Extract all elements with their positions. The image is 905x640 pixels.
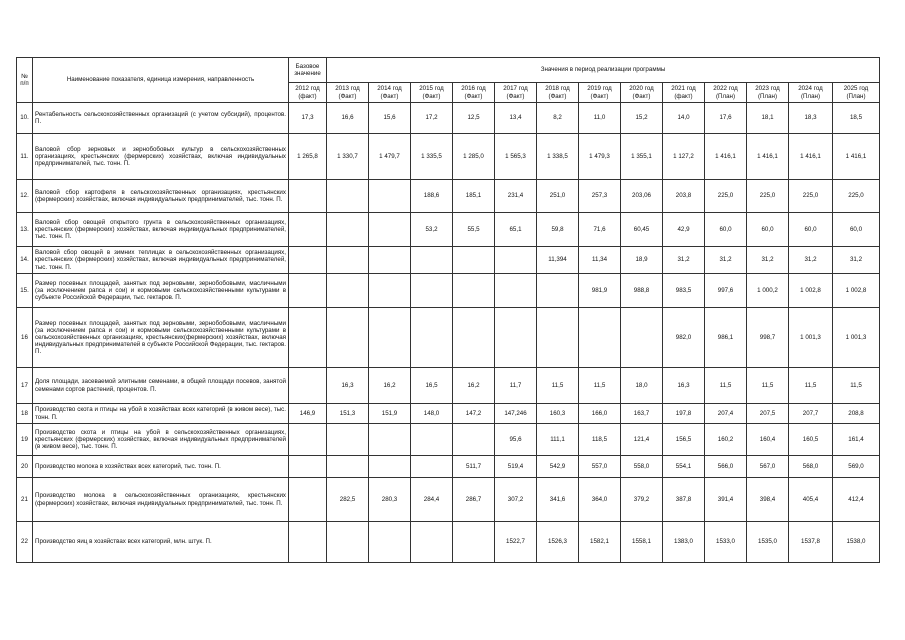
year-type: (Факт)	[590, 92, 609, 100]
value-cell: 95,6	[495, 424, 537, 456]
year-type: (План)	[757, 92, 778, 100]
header-year-1	[327, 83, 369, 103]
year-label: 2025 год	[843, 85, 869, 93]
header-name: Наименование показателя, единица измерения, направленность	[33, 58, 289, 103]
value-cell: 1 001,3	[833, 308, 880, 368]
row-number: 10.	[17, 103, 33, 134]
year-type: (Факт)	[464, 92, 483, 100]
year-label: 2019 год	[587, 85, 612, 93]
value-cell	[289, 213, 327, 247]
value-cell: 18,0	[621, 368, 663, 404]
value-cell	[453, 424, 495, 456]
header-year-13	[833, 83, 880, 103]
value-cell: 1 355,1	[621, 134, 663, 180]
year-type: (Факт)	[632, 92, 651, 100]
value-cell: 161,4	[833, 424, 880, 456]
value-cell	[453, 522, 495, 563]
row-number: 21	[17, 478, 33, 522]
value-cell: 121,4	[621, 424, 663, 456]
value-cell: 1 285,0	[453, 134, 495, 180]
value-cell: 1 002,8	[789, 274, 833, 308]
value-cell: 1 565,3	[495, 134, 537, 180]
value-cell: 391,4	[705, 478, 747, 522]
indicator-name: Размер посевных площадей, занятых под зерновыми, зернобобовыми, масличными (за исключением рапса и сои) и кормовыми сельскохозяйственными культурами в субъекте Российской Федерации, тыс. гектаров. П.	[33, 274, 289, 308]
value-cell: 1526,3	[537, 522, 579, 563]
value-cell: 60,0	[705, 213, 747, 247]
value-cell: 156,5	[663, 424, 705, 456]
year-type: (Факт)	[548, 92, 567, 100]
value-cell: 17,6	[705, 103, 747, 134]
header-year-7	[579, 83, 621, 103]
row-number: 18	[17, 404, 33, 424]
value-cell: 1 416,1	[789, 134, 833, 180]
value-cell: 11,0	[579, 103, 621, 134]
table-row	[17, 103, 880, 134]
value-cell: 160,2	[705, 424, 747, 456]
value-cell	[537, 308, 579, 368]
header-num: № п/п	[17, 58, 33, 103]
row-number: 14.	[17, 247, 33, 274]
value-cell	[327, 308, 369, 368]
value-cell: 231,4	[495, 180, 537, 213]
table-row	[17, 404, 880, 424]
value-cell: 998,7	[747, 308, 789, 368]
year-label: 2015 год	[419, 85, 444, 93]
value-cell: 42,9	[663, 213, 705, 247]
value-cell: 203,06	[621, 180, 663, 213]
value-cell: 225,0	[833, 180, 880, 213]
value-cell: 18,9	[621, 247, 663, 274]
value-cell: 519,4	[495, 456, 537, 478]
value-cell	[453, 274, 495, 308]
year-type: (Факт)	[338, 92, 357, 100]
indicator-name: Производство скота и птицы на убой в хозяйствах всех категорий (в живом весе), тыс. тонн. П.	[33, 404, 289, 424]
value-cell	[289, 456, 327, 478]
value-cell: 566,0	[705, 456, 747, 478]
year-type: (факт)	[298, 92, 317, 100]
value-cell: 185,1	[453, 180, 495, 213]
year-type: (План)	[846, 92, 866, 100]
value-cell	[369, 180, 411, 213]
value-cell: 282,5	[327, 478, 369, 522]
indicator-name: Валовой сбор овощей в зимних теплицах в сельскохозяйственных организациях, крестьянских (фермерских) хозяйствах, включая индивидуальных предпринимателей, тыс. тонн. П.	[33, 247, 289, 274]
header-year-10	[705, 83, 747, 103]
value-cell: 203,8	[663, 180, 705, 213]
value-cell: 1 265,8	[289, 134, 327, 180]
value-cell	[327, 274, 369, 308]
value-cell	[289, 180, 327, 213]
value-cell: 151,3	[327, 404, 369, 424]
header-year-12	[789, 83, 833, 103]
value-cell: 18,3	[789, 103, 833, 134]
year-label: 2012 год	[295, 85, 320, 93]
value-cell: 160,4	[747, 424, 789, 456]
indicator-name: Рентабельность сельскохозяйственных организаций (с учетом субсидий), процентов. П.	[33, 103, 289, 134]
table-row	[17, 522, 880, 563]
value-cell: 166,0	[579, 404, 621, 424]
value-cell	[369, 213, 411, 247]
value-cell: 1 479,7	[369, 134, 411, 180]
header-year-4	[453, 83, 495, 103]
value-cell: 55,5	[453, 213, 495, 247]
value-cell: 31,2	[789, 247, 833, 274]
value-cell: 542,9	[537, 456, 579, 478]
indicator-name: Производство молока в сельскохозяйственных организациях, крестьянских (фермерских) хозяйствах, включая индивидуальных предпринимателей, тыс. тонн. П.	[33, 478, 289, 522]
value-cell	[411, 274, 453, 308]
header-year-11	[747, 83, 789, 103]
indicator-name: Производство скота и птицы на убой в сельскохозяйственных организациях, крестьянских (фермерских) хозяйствах, включая индивидуальных предпринимателей (в живом весе), тыс. тонн. П.	[33, 424, 289, 456]
value-cell	[369, 308, 411, 368]
value-cell: 1 338,5	[537, 134, 579, 180]
year-label: 2024 год	[798, 85, 823, 93]
table-row	[17, 424, 880, 456]
value-cell: 225,0	[789, 180, 833, 213]
value-cell: 568,0	[789, 456, 833, 478]
value-cell	[327, 180, 369, 213]
value-cell: 15,6	[369, 103, 411, 134]
year-label: 2023 год	[755, 85, 780, 93]
value-cell	[289, 522, 327, 563]
header-base: Базовое значение	[289, 58, 327, 83]
value-cell: 981,9	[579, 274, 621, 308]
indicator-name: Валовой сбор картофеля в сельскохозяйственных организациях, крестьянских (фермерских) хозяйствах, включая индивидуальных предпринимателей, тыс. тонн. П.	[33, 180, 289, 213]
value-cell: 986,1	[705, 308, 747, 368]
value-cell: 207,4	[705, 404, 747, 424]
value-cell: 1 335,5	[411, 134, 453, 180]
value-cell: 207,7	[789, 404, 833, 424]
indicators-table	[16, 57, 880, 563]
value-cell: 983,5	[663, 274, 705, 308]
value-cell: 1 416,1	[705, 134, 747, 180]
value-cell: 387,8	[663, 478, 705, 522]
header-year-2	[369, 83, 411, 103]
value-cell	[289, 274, 327, 308]
value-cell: 18,1	[747, 103, 789, 134]
value-cell: 160,3	[537, 404, 579, 424]
value-cell: 280,3	[369, 478, 411, 522]
value-cell: 1582,1	[579, 522, 621, 563]
value-cell: 11,5	[833, 368, 880, 404]
value-cell: 569,0	[833, 456, 880, 478]
value-cell: 188,6	[411, 180, 453, 213]
value-cell: 982,0	[663, 308, 705, 368]
value-cell: 1558,1	[621, 522, 663, 563]
value-cell: 1535,0	[747, 522, 789, 563]
value-cell: 557,0	[579, 456, 621, 478]
value-cell: 997,6	[705, 274, 747, 308]
table-row	[17, 368, 880, 404]
value-cell: 225,0	[747, 180, 789, 213]
value-cell: 197,8	[663, 404, 705, 424]
value-cell: 16,3	[327, 368, 369, 404]
value-cell	[327, 522, 369, 563]
value-cell: 379,2	[621, 478, 663, 522]
value-cell: 15,2	[621, 103, 663, 134]
year-label: 2014 год	[377, 85, 402, 93]
table-row	[17, 134, 880, 180]
value-cell: 12,5	[453, 103, 495, 134]
value-cell: 1 000,2	[747, 274, 789, 308]
year-label: 2021 год	[671, 85, 696, 93]
year-label: 2022 год	[713, 85, 738, 93]
header-year-6	[537, 83, 579, 103]
value-cell: 147,246	[495, 404, 537, 424]
value-cell	[579, 308, 621, 368]
value-cell: 284,4	[411, 478, 453, 522]
value-cell: 554,1	[663, 456, 705, 478]
value-cell: 71,6	[579, 213, 621, 247]
value-cell: 1 127,2	[663, 134, 705, 180]
value-cell: 208,8	[833, 404, 880, 424]
value-cell	[453, 247, 495, 274]
value-cell	[495, 274, 537, 308]
indicator-name: Размер посевных площадей, занятых под зерновыми, зернобобовыми, масличными (за исключением рапса и сои) и кормовыми сельскохозяйственными культурами в сельскохозяйственных организациях, крестьянских(фермерских) хозяйствах, включая индивидуальных предпринимателей в субъекте Российской Федерации, тыс. гектаров. П.	[33, 308, 289, 368]
row-number: 12.	[17, 180, 33, 213]
value-cell: 147,2	[453, 404, 495, 424]
header-period: Значения в период реализации программы	[327, 58, 880, 83]
value-cell	[369, 274, 411, 308]
value-cell	[369, 456, 411, 478]
value-cell: 1383,0	[663, 522, 705, 563]
value-cell	[411, 424, 453, 456]
value-cell: 567,0	[747, 456, 789, 478]
value-cell	[369, 247, 411, 274]
value-cell: 1 001,3	[789, 308, 833, 368]
value-cell: 146,9	[289, 404, 327, 424]
value-cell	[289, 368, 327, 404]
row-number: 11.	[17, 134, 33, 180]
value-cell: 558,0	[621, 456, 663, 478]
value-cell	[289, 247, 327, 274]
value-cell: 405,4	[789, 478, 833, 522]
value-cell	[327, 456, 369, 478]
indicator-name: Валовой сбор зерновых и зернобобовых культур в сельскохозяйственных организациях, крестьянских (фермерских) хозяйствах, включая индивидуальных предпринимателей, тыс. тонн. П.	[33, 134, 289, 180]
indicator-name: Доля площади, засеваемой элитными семенами, в общей площади посевов, занятой семенами сортов растений, процентов. П.	[33, 368, 289, 404]
value-cell: 251,0	[537, 180, 579, 213]
year-type: (План)	[800, 92, 821, 100]
value-cell: 257,3	[579, 180, 621, 213]
header-year-5	[495, 83, 537, 103]
value-cell: 11,5	[789, 368, 833, 404]
value-cell: 207,5	[747, 404, 789, 424]
value-cell: 364,0	[579, 478, 621, 522]
value-cell: 16,5	[411, 368, 453, 404]
value-cell	[411, 247, 453, 274]
value-cell: 11,5	[579, 368, 621, 404]
year-type: (Факт)	[380, 92, 399, 100]
value-cell	[411, 308, 453, 368]
value-cell	[289, 424, 327, 456]
value-cell: 17,2	[411, 103, 453, 134]
value-cell: 53,2	[411, 213, 453, 247]
row-number: 13.	[17, 213, 33, 247]
value-cell	[537, 274, 579, 308]
value-cell: 16,2	[369, 368, 411, 404]
value-cell: 31,2	[833, 247, 880, 274]
value-cell: 31,2	[663, 247, 705, 274]
value-cell: 8,2	[537, 103, 579, 134]
value-cell: 31,2	[705, 247, 747, 274]
year-type: (Факт)	[506, 92, 525, 100]
row-number: 20	[17, 456, 33, 478]
value-cell: 60,45	[621, 213, 663, 247]
year-type: (факт)	[674, 92, 693, 100]
header-year-9	[663, 83, 705, 103]
value-cell	[411, 522, 453, 563]
value-cell	[369, 522, 411, 563]
value-cell	[495, 247, 537, 274]
table-row	[17, 478, 880, 522]
value-cell: 151,9	[369, 404, 411, 424]
value-cell	[411, 456, 453, 478]
value-cell: 341,6	[537, 478, 579, 522]
value-cell: 1533,0	[705, 522, 747, 563]
year-label: 2018 год	[545, 85, 570, 93]
table-row	[17, 180, 880, 213]
year-type: (План)	[715, 92, 736, 100]
row-number: 22	[17, 522, 33, 563]
value-cell: 11,7	[495, 368, 537, 404]
value-cell: 163,7	[621, 404, 663, 424]
value-cell: 1537,8	[789, 522, 833, 563]
value-cell: 59,8	[537, 213, 579, 247]
table-row	[17, 456, 880, 478]
value-cell: 16,3	[663, 368, 705, 404]
value-cell: 1522,7	[495, 522, 537, 563]
indicator-name: Производство молока в хозяйствах всех категорий, тыс. тонн. П.	[33, 456, 289, 478]
value-cell: 16,6	[327, 103, 369, 134]
value-cell: 13,4	[495, 103, 537, 134]
value-cell: 11,394	[537, 247, 579, 274]
value-cell: 1538,0	[833, 522, 880, 563]
value-cell: 60,0	[789, 213, 833, 247]
table-row	[17, 274, 880, 308]
value-cell: 511,7	[453, 456, 495, 478]
indicator-name: Производство яиц в хозяйствах всех категорий, млн. штук. П.	[33, 522, 289, 563]
header-year-0	[289, 83, 327, 103]
year-label: 2013 год	[335, 85, 360, 93]
table-row	[17, 247, 880, 274]
value-cell	[495, 308, 537, 368]
table-row	[17, 213, 880, 247]
year-type: (Факт)	[422, 92, 441, 100]
value-cell	[621, 308, 663, 368]
value-cell: 17,3	[289, 103, 327, 134]
table-row	[17, 308, 880, 368]
value-cell: 111,1	[537, 424, 579, 456]
row-number: 16	[17, 308, 33, 368]
value-cell: 11,5	[705, 368, 747, 404]
year-label: 2017 год	[503, 85, 528, 93]
header-year-8	[621, 83, 663, 103]
value-cell: 18,5	[833, 103, 880, 134]
row-number: 19	[17, 424, 33, 456]
value-cell: 398,4	[747, 478, 789, 522]
row-number: 17	[17, 368, 33, 404]
value-cell: 286,7	[453, 478, 495, 522]
value-cell: 14,0	[663, 103, 705, 134]
value-cell: 1 416,1	[747, 134, 789, 180]
value-cell: 16,2	[453, 368, 495, 404]
value-cell: 160,5	[789, 424, 833, 456]
value-cell: 65,1	[495, 213, 537, 247]
value-cell	[453, 308, 495, 368]
indicator-name: Валовой сбор овощей открытого грунта в сельскохозяйственных организациях, крестьянских (фермерских) хозяйствах, включая индивидуальных предпринимателей, тыс. тонн. П.	[33, 213, 289, 247]
value-cell: 1 416,1	[833, 134, 880, 180]
value-cell: 11,5	[537, 368, 579, 404]
year-label: 2020 год	[629, 85, 654, 93]
value-cell: 60,0	[747, 213, 789, 247]
value-cell: 1 002,8	[833, 274, 880, 308]
row-number: 15.	[17, 274, 33, 308]
value-cell: 412,4	[833, 478, 880, 522]
value-cell	[369, 424, 411, 456]
value-cell	[289, 478, 327, 522]
value-cell: 225,0	[705, 180, 747, 213]
value-cell: 31,2	[747, 247, 789, 274]
value-cell	[327, 247, 369, 274]
header-year-3	[411, 83, 453, 103]
value-cell	[289, 308, 327, 368]
value-cell: 988,8	[621, 274, 663, 308]
value-cell: 1 479,3	[579, 134, 621, 180]
value-cell: 60,0	[833, 213, 880, 247]
value-cell: 148,0	[411, 404, 453, 424]
year-label: 2016 год	[461, 85, 486, 93]
value-cell: 118,5	[579, 424, 621, 456]
value-cell: 307,2	[495, 478, 537, 522]
value-cell: 11,5	[747, 368, 789, 404]
value-cell	[327, 213, 369, 247]
value-cell: 11,34	[579, 247, 621, 274]
value-cell: 1 330,7	[327, 134, 369, 180]
value-cell	[327, 424, 369, 456]
